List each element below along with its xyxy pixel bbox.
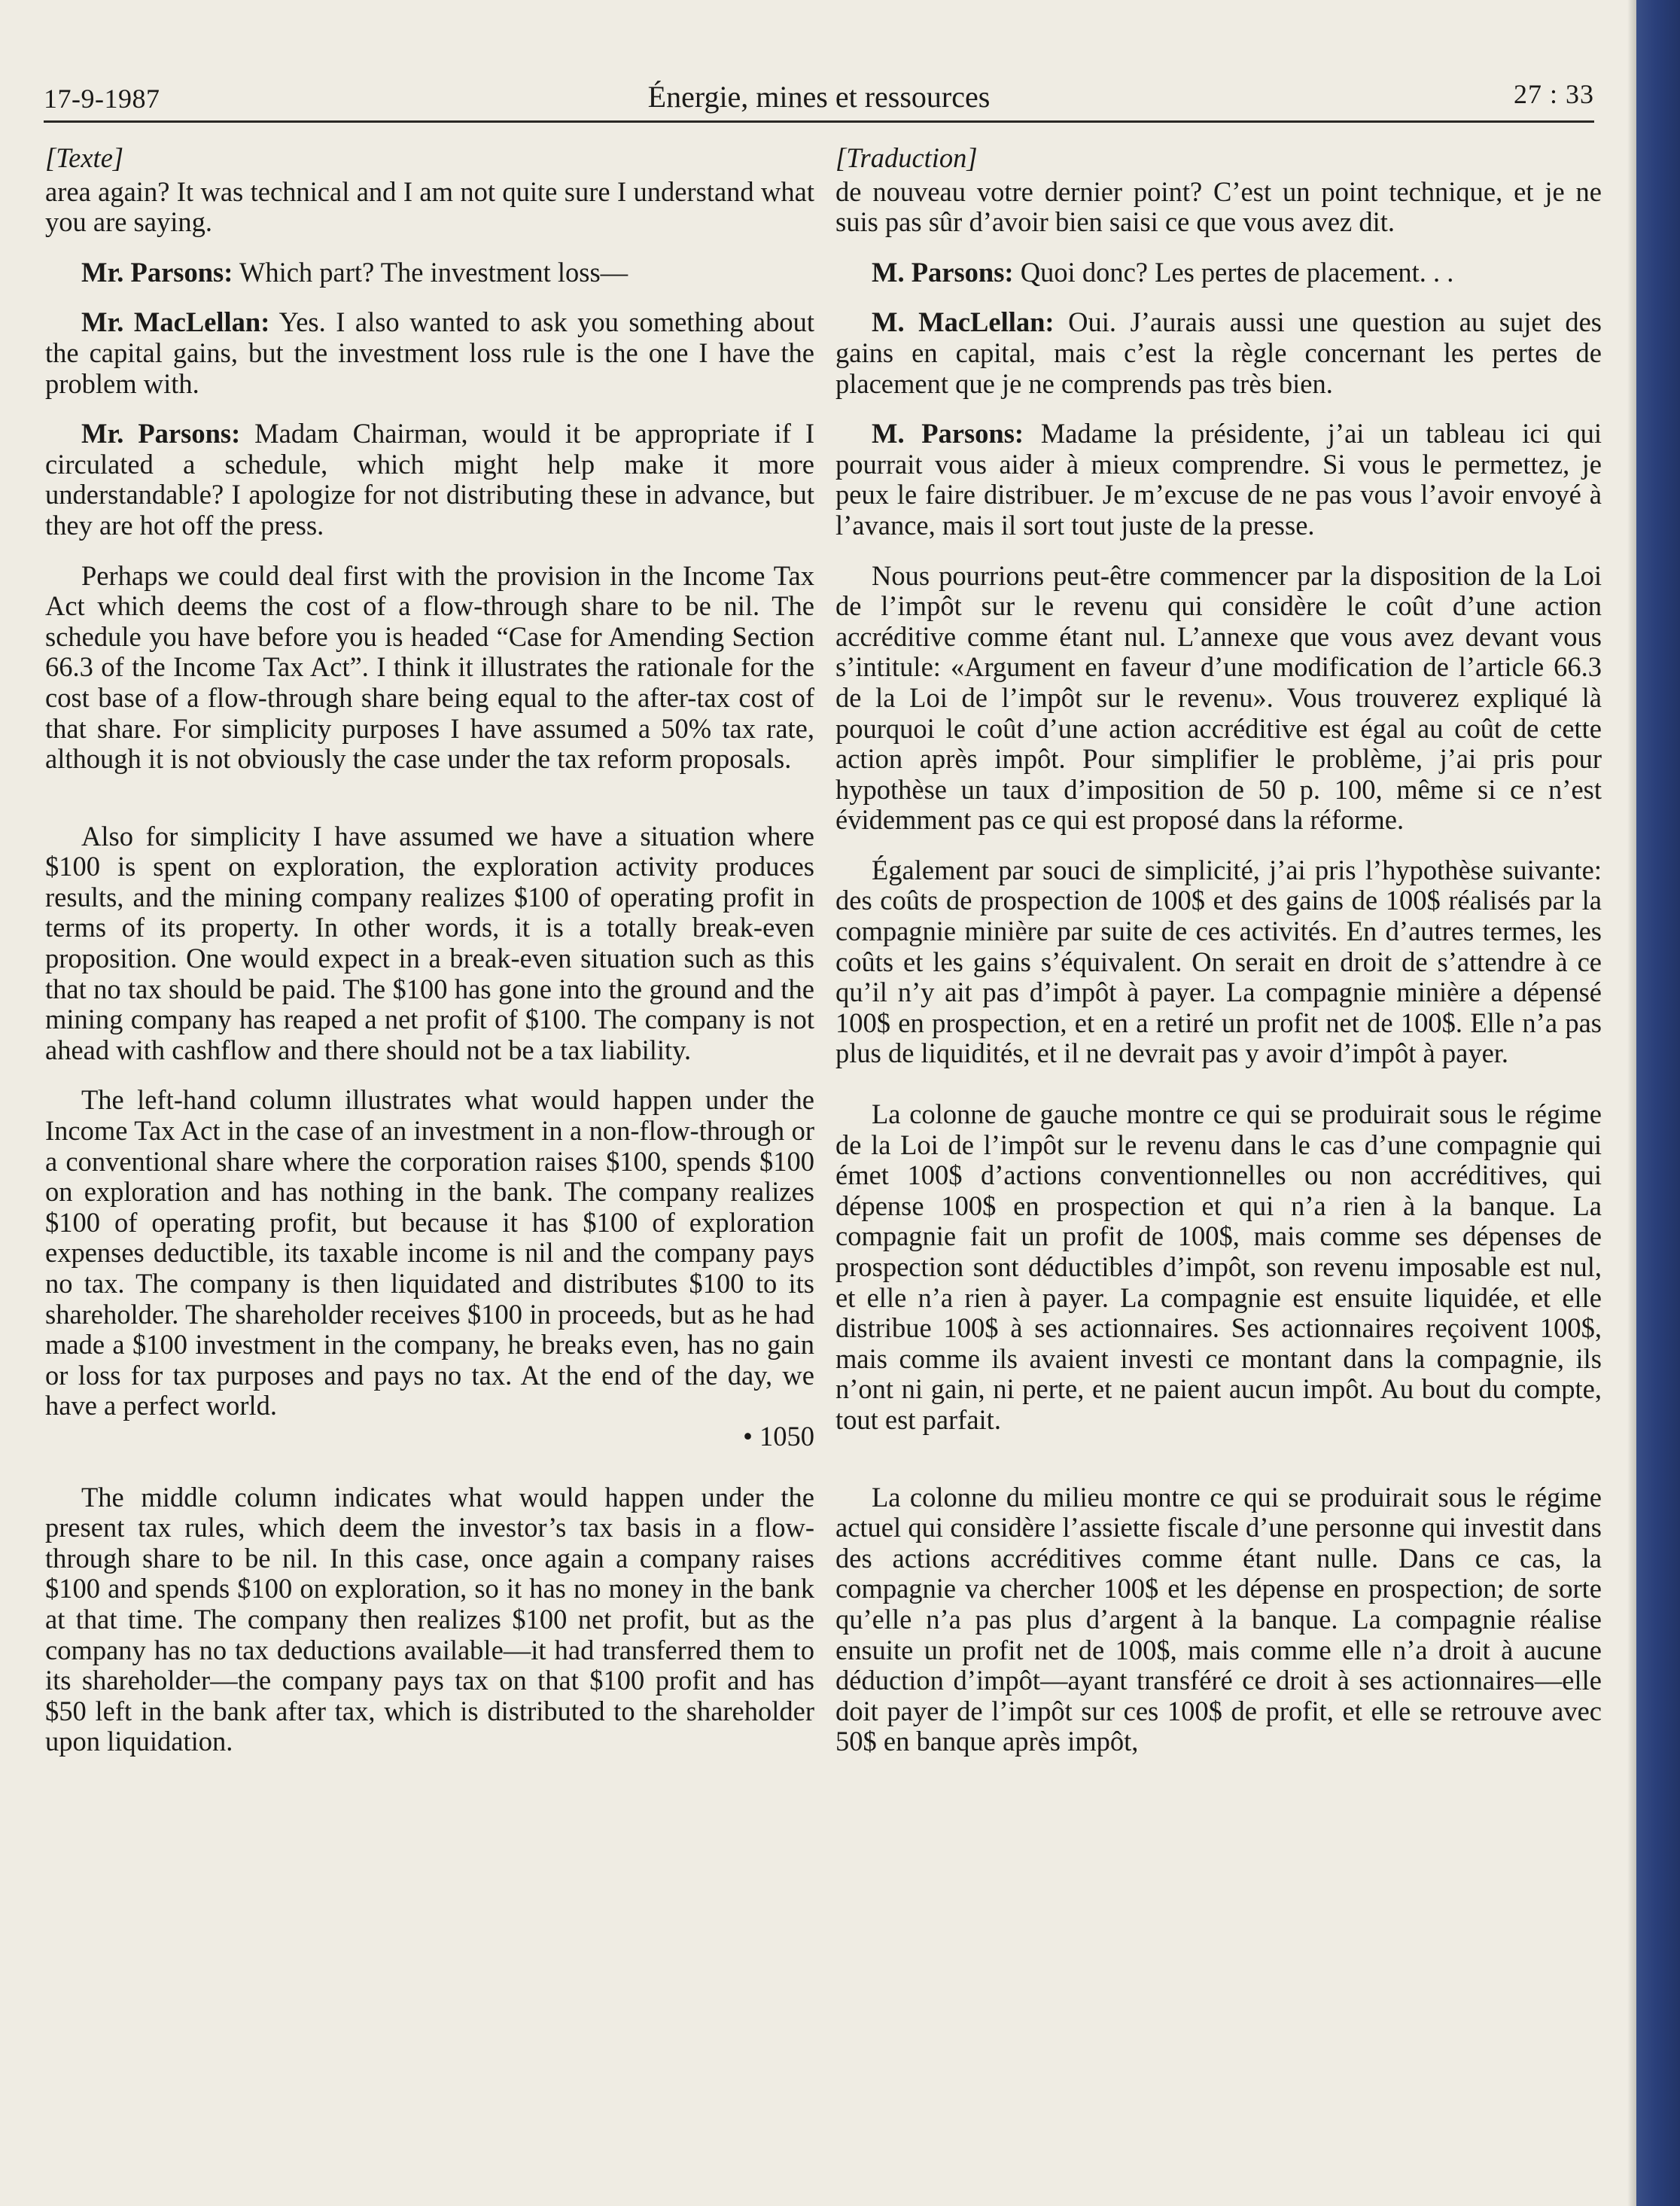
header-page-number: 27 : 33: [1513, 79, 1594, 109]
header-date: 17-9-1987: [44, 84, 160, 114]
english-column: [45, 143, 814, 2191]
paragraph-1: area again? It was technical and I am not quite sure I understand what you are saying.: [45, 175, 814, 238]
paragraph-5: Nous pourrions peut-être commencer par la disposition de la Loi de l’impôt sur le revenu qui considère le coût d’une action accréditive comme étant nul. L’annexe que vous avez devant vous s’intitule: «Argument en faveur d’une modification de l’article 66.3 de la Loi de l’impôt sur le revenu». Vous trouverez expliqué là pourquoi le coût d’une action accréditive est égal au coût de cette action après impôt. Pour simplifier le problème, j’ai pris pour hypothèse un taux d’imposition de 50 p. 100, même si ce n’est évidemment pas ce qui est proposé dans la réforme.: [835, 559, 1602, 836]
speech-parsons-1: [45, 257, 814, 288]
time-marker: • 1050: [743, 1420, 814, 1452]
speech-maclellan: [45, 307, 814, 399]
page-header: [44, 69, 1594, 123]
header-title: Énergie, mines et ressources: [647, 80, 991, 114]
speaker-name: M. Parsons:: [872, 418, 1024, 449]
paragraph-1: de nouveau votre dernier point? C’est un point technique, et je ne suis pas sûr d’avoir bien saisi ce que vous avez dit.: [835, 175, 1602, 238]
speech-text: Which part? The investment loss—: [233, 256, 628, 288]
speaker-name: M. MacLellan:: [872, 306, 1055, 338]
speaker-name: Mr. Parsons:: [81, 418, 241, 449]
paragraph-6: Also for simplicity I have assumed we have a situation where $100 is spent on exploration, the exploration activity produces results, and the mining company realizes $100 of operating profit in terms of its property. In other words, it is a totally break-even proposition. One would expect in a break-even situation such as this that no tax should be paid. The $100 has gone into the ground and the mining company has reaped a net profit of $100. The company is not ahead with cashflow and there should not be a tax liability.: [45, 820, 814, 1065]
page-binding-shadow: [1627, 0, 1636, 2206]
paragraph-8: The middle column indicates what would happen under the present tax rules, which deem the investor’s tax basis in a flow-through share to be nil. In this case, once again a company raises $100 and spends $100 on exploration, so it has no money in the bank at that time. The company then realizes $100 net profit, but as the company has no tax deductions available—it had transferred them to its shareholder—the company pays tax on that $100 profit and has $50 left in the bank after tax, which is distributed to the shareholder upon liquidation.: [45, 1481, 814, 1757]
binder-edge: [1636, 0, 1680, 2206]
speech-maclellan: [835, 307, 1602, 399]
speech-parsons-2: [45, 419, 814, 541]
speech-text: Yes. I also wanted to ask you something about the capital gains, but the investment loss rule is the one I have the problem with.: [45, 306, 814, 399]
speaker-name: Mr. Parsons:: [81, 256, 233, 288]
speech-text: Quoi donc? Les pertes de placement. . .: [1013, 256, 1454, 288]
speech-parsons-1: [835, 257, 1602, 288]
section-label-traduction: [Traduction]: [835, 142, 978, 173]
section-label-texte: [Texte]: [45, 142, 124, 173]
paragraph-6: Également par souci de simplicité, j’ai pris l’hypothèse suivante: des coûts de prospection de 100$ et des gains de 100$ réalisés par la compagnie minière par suite de ces activités. En d’autres termes, les coûts et les gains s’équivalent. On serait en droit de s’attendre à ce qu’il n’y ait pas d’impôt à payer. La compagnie minière a dépensé 100$ en prospection, et en a retiré un profit net de 100$. Elle n’a pas plus de liquidités, et il ne devrait pas y avoir d’impôt à payer.: [835, 854, 1602, 1069]
speech-text: Madam Chairman, would it be appropriate if I circulated a schedule, which might help make it more understandable? I apologize for not distributing these in advance, but they are hot off the press.: [45, 418, 814, 541]
speech-text: Madame la présidente, j’ai un tableau ici qui pourrait vous aider à mieux comprendre. Si vous le permettez, je peux le faire distribuer. Je m’excuse de ne pas vous l’avoir envoyé à l’avance, mais il sort tout juste de la presse.: [835, 418, 1602, 541]
speaker-name: Mr. MacLellan:: [81, 306, 270, 338]
french-column: [835, 143, 1602, 2191]
paragraph-5: Perhaps we could deal first with the provision in the Income Tax Act which deems the cost of a flow-through share to be nil. The schedule you have before you is headed “Case for Amending Section 66.3 of the Income Tax Act”. I think it illustrates the rationale for the cost base of a flow-through share being equal to the after-tax cost of that share. For simplicity purposes I have assumed a 50% tax rate, although it is not obviously the case under the tax reform proposals.: [45, 559, 814, 775]
speaker-name: M. Parsons:: [872, 256, 1014, 288]
speech-text: Oui. J’aurais aussi une question au sujet des gains en capital, mais c’est la règle concernant les pertes de placement que je ne comprends pas très bien.: [835, 306, 1602, 399]
paragraph-7: La colonne de gauche montre ce qui se produirait sous le régime de la Loi de l’impôt sur le revenu dans le cas d’une compagnie qui émet 100$ d’actions conventionnelles ou non accréditives, qui dépense 100$ en prospection et qui n’a rien à la banque. La compagnie fait un profit de 100$, mais comme ses dépenses de prospection sont déductibles d’impôt, son revenu imposable est nul, et elle n’a rien à payer. La compagnie est ensuite liquidée, et elle distribue 100$ à ses actionnaires. Ses actionnaires reçoivent 100$, mais comme ils avaient investi ce montant dans la compagnie, ils n’ont ni gain, ni perte, et ne paient aucun impôt. Au bout du compte, tout est parfait.: [835, 1098, 1602, 1435]
paragraph-8: La colonne du milieu montre ce qui se produirait sous le régime actuel qui considère l’assiette fiscale d’une personne qui investit dans des actions accréditives comme étant nulle. Dans ce cas, la compagnie va chercher 100$ et les dépense en prospection; de sorte qu’elle n’a pas plus d’argent à la banque. La compagnie réalise ensuite un profit net de 100$, mais comme elle n’a droit à aucune déduction d’impôt—ayant transféré ce droit à ses actionnaires—elle doit payer de l’impôt sur ces 100$ de profit, et elle se retrouve avec 50$ en banque après impôt,: [835, 1481, 1602, 1757]
speech-parsons-2: [835, 419, 1602, 541]
paragraph-7: The left-hand column illustrates what would happen under the Income Tax Act in the case of an investment in a non-flow-through or a conventional share where the corporation raises $100, spends $100 on exploration and has nothing in the bank. The company realizes $100 of operating profit, but because it has $100 of exploration expenses deductible, its taxable income is nil and the company pays no tax. The company is then liquidated and distributes $100 to its shareholder. The shareholder receives $100 in proceeds, but as he had made a $100 investment in the company, he breaks even, has no gain or loss for tax purposes and pays no tax. At the end of the day, we have a perfect world.: [45, 1084, 814, 1421]
